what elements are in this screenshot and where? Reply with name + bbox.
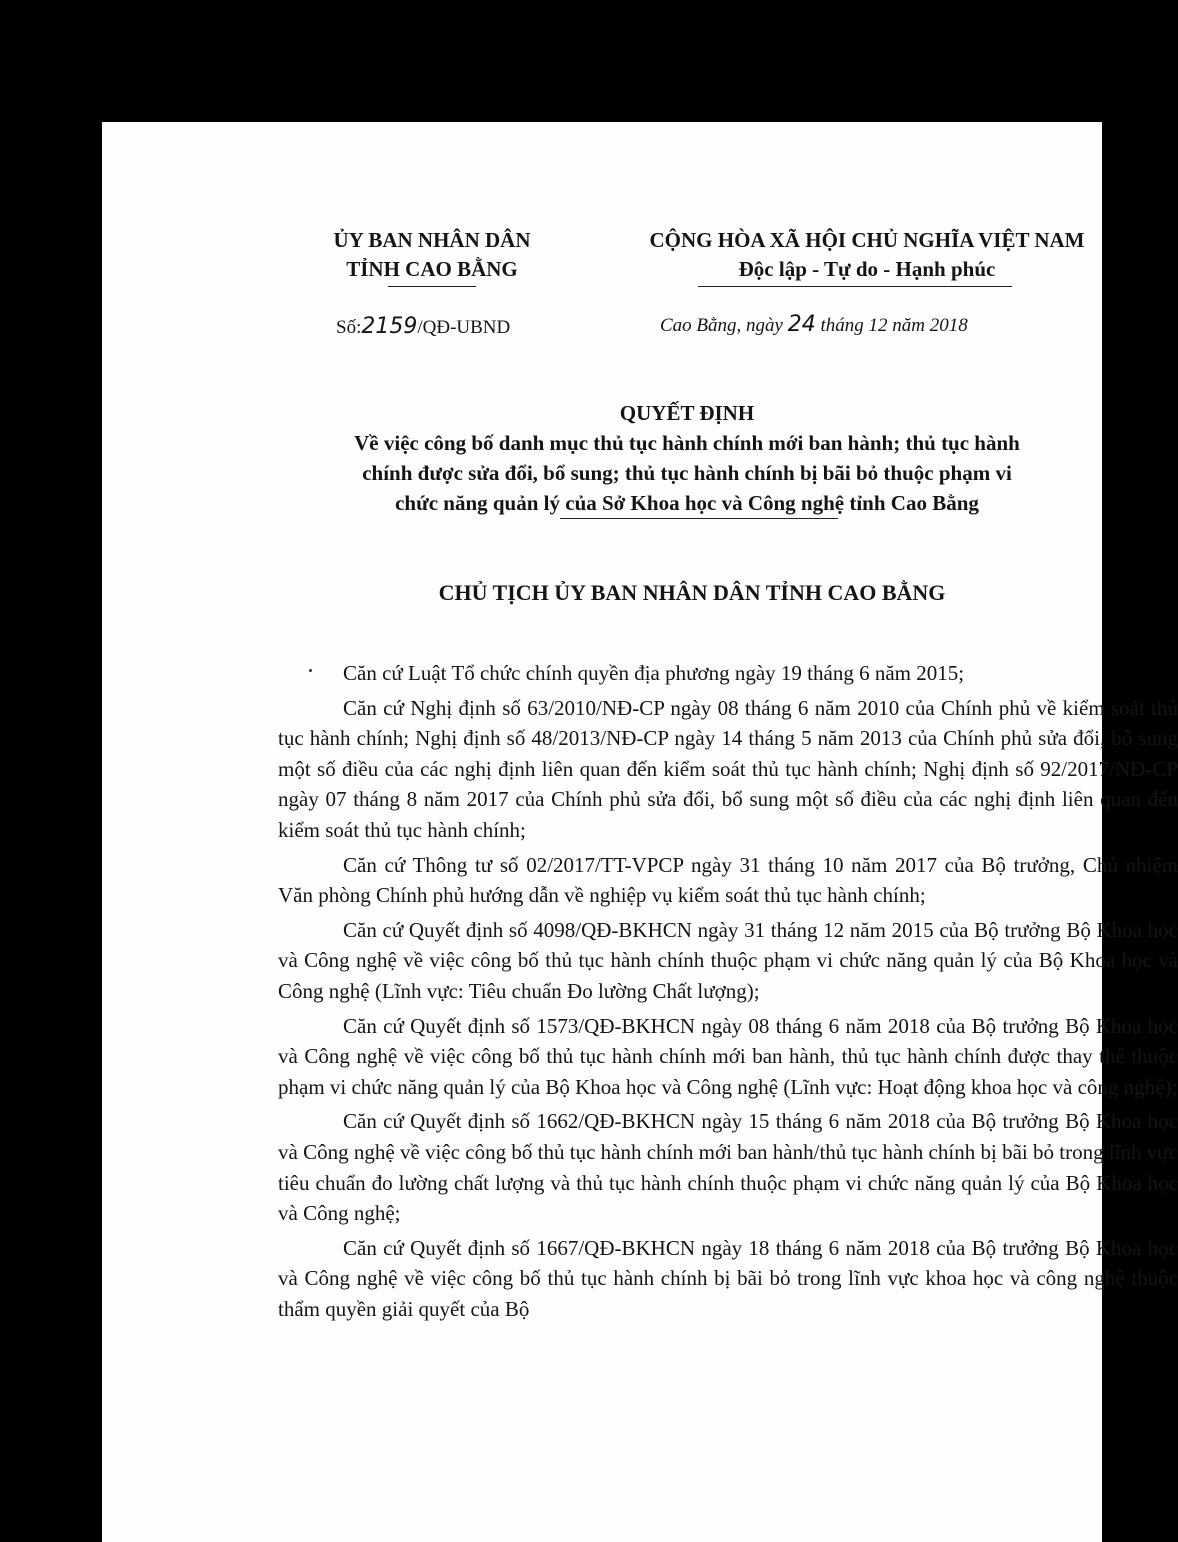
nation-line-1: CỘNG HÒA XÃ HỘI CHỦ NGHĨA VIỆT NAM — [649, 228, 1085, 252]
preamble-paragraph: Căn cứ Quyết định số 4098/QĐ-BKHCN ngày 31 tháng 12 năm 2015 của Bộ trưởng Bộ Khoa học và Công nghệ về việc công bố thủ tục hành chính thuộc phạm vi chức năng quản lý của Bộ Khoa học và Công nghệ (Lĩnh vực: Tiêu chuẩn Đo lường Chất lượng); — [278, 917, 1178, 1003]
authority-heading: CHỦ TỊCH ỦY BAN NHÂN DÂN TỈNH CAO BẰNG — [438, 580, 946, 605]
date-prefix: Cao Bằng, ngày — [660, 315, 783, 336]
national-motto — [607, 226, 1127, 284]
title-underline — [560, 518, 838, 519]
preamble-paragraph: Căn cứ Quyết định số 1662/QĐ-BKHCN ngày 15 tháng 6 năm 2018 của Bộ trưởng Bộ Khoa học và Công nghệ về việc công bố thủ tục hành chính mới ban hành/thủ tục hành chính bị bãi bỏ trong lĩnh vực tiêu chuẩn đo lường chất lượng và thủ tục hành chính thuộc phạm vi chức năng quản lý của Bộ Khoa học và Công nghệ; — [278, 1109, 1178, 1226]
date-suffix: tháng 12 năm 2018 — [820, 315, 968, 336]
agency-line-1: ỦY BAN NHÂN DÂN — [333, 228, 531, 252]
handwritten-day: 24 — [787, 312, 816, 337]
agency-line-2: TỈNH CAO BẰNG — [346, 257, 518, 281]
agency-underline — [388, 286, 476, 287]
motto-underline — [698, 286, 1012, 287]
document-number — [336, 314, 510, 339]
title-line-1: Về việc công bố danh mục thủ tục hành chính mới ban hành; thủ tục hành — [354, 431, 1020, 455]
title-heading: QUYẾT ĐỊNH — [619, 401, 755, 425]
preamble-paragraph: Căn cứ Luật Tổ chức chính quyền địa phương ngày 19 tháng 6 năm 2015; — [343, 661, 965, 685]
title-line-3: chức năng quản lý của Sở Khoa học và Công nghệ tỉnh Cao Bằng — [395, 491, 979, 515]
preamble-paragraph: Căn cứ Quyết định số 1573/QĐ-BKHCN ngày 08 tháng 6 năm 2018 của Bộ trưởng Bộ Khoa học và Công nghệ về việc công bố thủ tục hành chính mới ban hành, thủ tục hành chính được thay thế thuộc phạm vi chức năng quản lý của Bộ Khoa học và Công nghệ (Lĩnh vực: Hoạt động khoa học và công nghệ); — [278, 1013, 1178, 1099]
nation-line-2: Độc lập - Tự do - Hạnh phúc — [738, 257, 996, 281]
number-suffix: /QĐ-UBND — [417, 317, 511, 338]
preamble-paragraph: Căn cứ Quyết định số 1667/QĐ-BKHCN ngày 18 tháng 6 năm 2018 của Bộ trưởng Bộ Khoa học và Công nghệ về việc công bố thủ tục hành chính bị bãi bỏ trong lĩnh vực khoa học và công nghệ thuộc thẩm quyền giải quyết của Bộ — [278, 1235, 1178, 1321]
preamble-body — [278, 658, 1178, 1328]
place-and-date — [660, 312, 968, 337]
preamble-paragraph: Căn cứ Thông tư số 02/2017/TT-VPCP ngày 31 tháng 10 năm 2017 của Bộ trưởng, Chủ nhiệm Văn phòng Chính phủ hướng dẫn về nghiệp vụ kiểm soát thủ tục hành chính; — [278, 852, 1178, 908]
number-prefix: Số: — [336, 317, 362, 338]
issuing-agency — [292, 226, 572, 284]
handwritten-number: 2159 — [361, 314, 418, 339]
document-page — [102, 122, 1178, 1542]
title-line-2: chính được sửa đổi, bổ sung; thủ tục hành chính bị bãi bỏ thuộc phạm vi — [362, 461, 1012, 485]
preamble-paragraph: Căn cứ Nghị định số 63/2010/NĐ-CP ngày 08 tháng 6 năm 2010 của Chính phủ về kiểm soát thủ tục hành chính; Nghị định số 48/2013/NĐ-CP ngày 14 tháng 5 năm 2013 của Chính phủ sửa đổi, bổ sung một số điều của các nghị định liên quan đến kiểm soát thủ tục hành chính; Nghị định số 92/2017/NĐ-CP ngày 07 tháng 8 năm 2017 của Chính phủ sửa đổi, bổ sung một số điều của các nghị định liên quan đến kiểm soát thủ tục hành chính; — [278, 695, 1178, 842]
decision-title — [262, 398, 1112, 518]
